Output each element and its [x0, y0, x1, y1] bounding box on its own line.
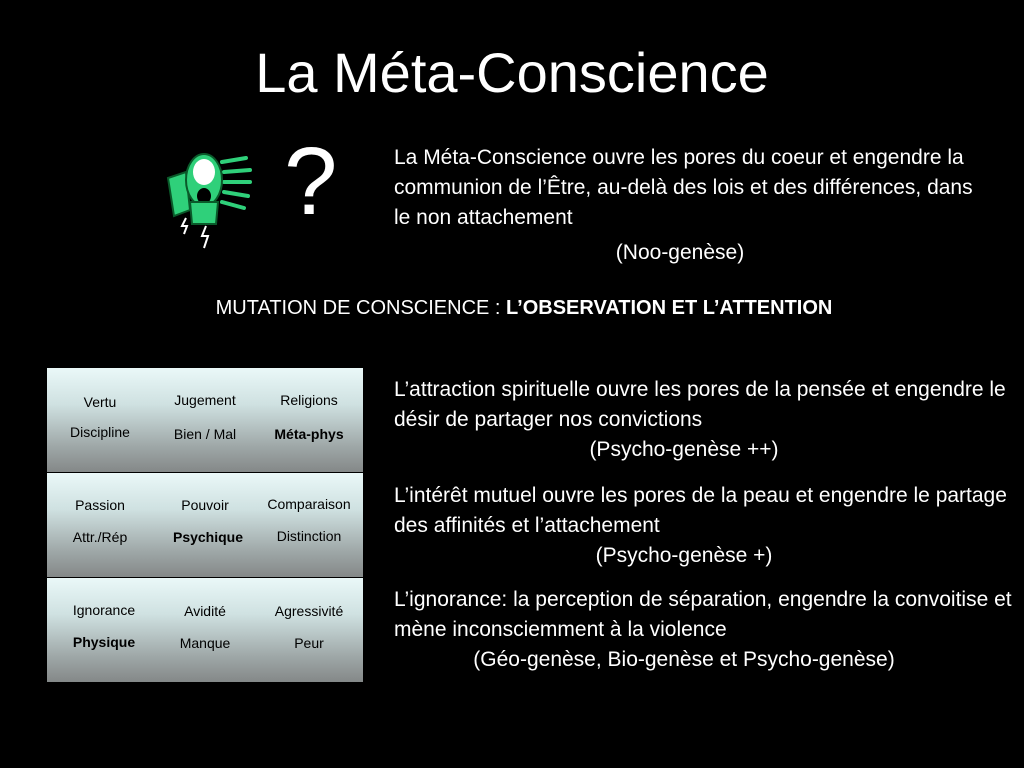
table-cell: Bien / Mal — [173, 426, 237, 442]
table-cell: Méta-phys — [274, 426, 344, 442]
description-note: (Psycho-genèse ++) — [589, 438, 779, 461]
question-mark: ? — [284, 128, 338, 235]
description-block — [394, 481, 1014, 571]
table-row — [47, 473, 363, 577]
table-row — [47, 368, 363, 472]
table-cell: Jugement — [174, 392, 236, 408]
description-text: L’ignorance: la perception de séparation, engendre la convoitise et mène inconsciemment à la violence — [394, 588, 1012, 641]
table-cell: Vertu — [83, 394, 117, 410]
table-row — [47, 578, 363, 682]
table-cell: Comparaison — [267, 496, 351, 512]
description-text: L’intérêt mutuel ouvre les pores de la peau et engendre le partage des affinités et l’attachement — [394, 484, 1007, 537]
mutation-heading — [0, 293, 1024, 323]
intro-note: (Noo-genèse) — [615, 241, 745, 264]
table-cell: Physique — [72, 634, 136, 650]
table-cell: Discipline — [70, 424, 130, 440]
mutation-emphasis: L’OBSERVATION ET L’ATTENTION — [506, 297, 833, 319]
table-cell: Ignorance — [72, 602, 136, 618]
table-cell: Psychique — [172, 529, 244, 545]
slide-title: La Méta-Conscience — [255, 41, 769, 104]
description-text: L’attraction spirituelle ouvre les pores de la pensée et engendre le désir de partager nos convictions — [394, 378, 1006, 431]
table-cell: Passion — [75, 497, 125, 513]
description-note: (Géo-genèse, Bio-genèse et Psycho-genèse) — [473, 648, 895, 671]
description-block — [394, 375, 1014, 465]
description-note: (Psycho-genèse +) — [595, 544, 773, 567]
description-block — [394, 585, 1014, 675]
intro-text: La Méta-Conscience ouvre les pores du coeur et engendre la communion de l’Être, au-delà des lois et des différences, dans le non attachement — [394, 146, 973, 229]
shocked-face-icon — [160, 140, 256, 250]
table-cell: Distinction — [276, 528, 342, 544]
table-cell: Peur — [294, 635, 324, 651]
table-cell: Agressivité — [274, 603, 344, 619]
table-cell: Avidité — [184, 603, 226, 619]
table-cell: Manque — [179, 635, 231, 651]
mutation-label: MUTATION DE CONSCIENCE : — [215, 297, 507, 319]
table-cell: Religions — [280, 392, 338, 408]
table-cell: Pouvoir — [181, 497, 229, 513]
table-cell: Attr./Rép — [72, 529, 128, 545]
